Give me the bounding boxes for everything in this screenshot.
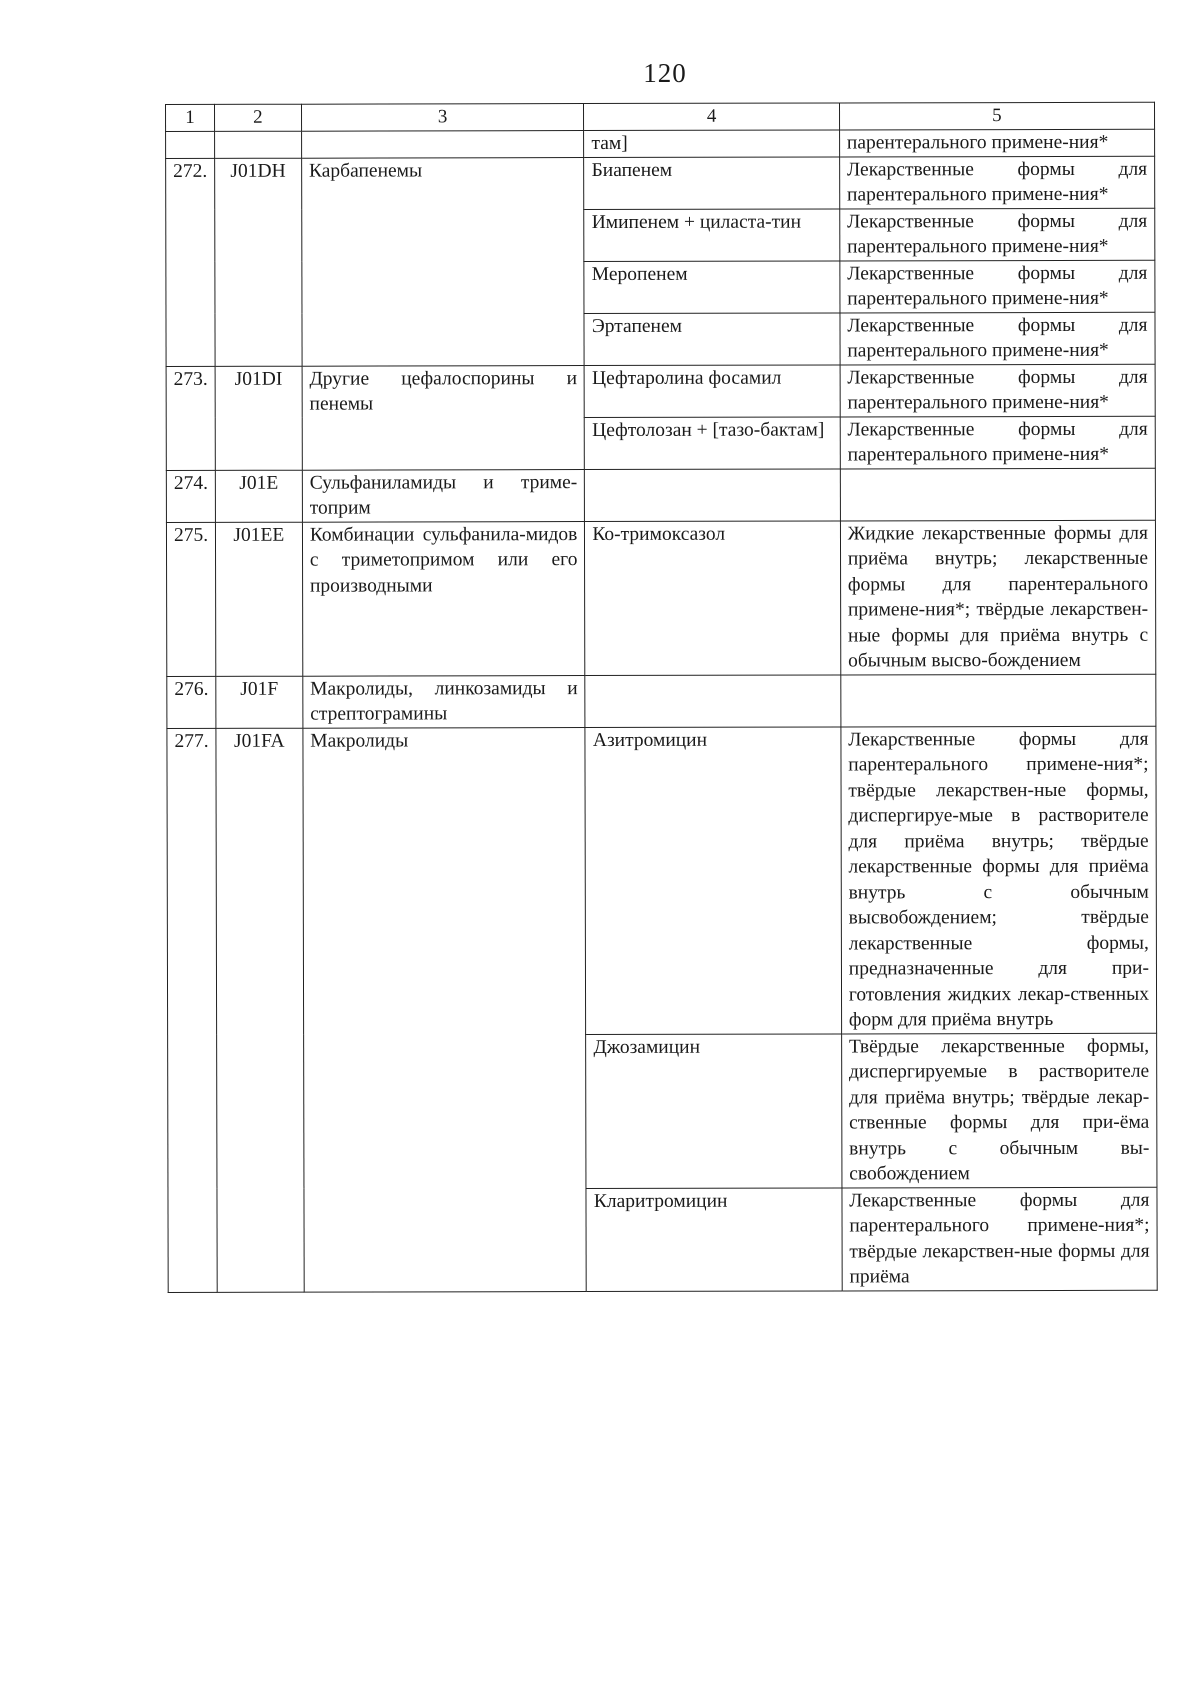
drug-name-cell: Цефтолозан + [тазо-бактам] [585, 416, 841, 469]
row-number-cell: 272. [166, 158, 215, 366]
atc-code-cell: J01E [215, 470, 302, 522]
code-cell [214, 131, 301, 158]
table-row [166, 364, 1155, 418]
anatomical-group-cell: Комбинации сульфанила-мидов с триметопримом или его производными [302, 521, 585, 676]
row-number-cell: 274. [166, 470, 215, 522]
anatomical-group-cell: Макролиды [303, 727, 587, 1292]
anatomical-group-cell: Карбапенемы [301, 157, 584, 366]
drug-cell: там] [584, 130, 839, 157]
column-header: 3 [301, 104, 584, 132]
column-header: 4 [584, 103, 839, 131]
row-number-cell: 273. [166, 366, 215, 470]
drug-name-cell: Эртапенем [584, 312, 840, 365]
drug-name-cell: Джозамицин [586, 1033, 842, 1188]
atc-code-cell: J01FA [216, 728, 304, 1292]
drug-name-cell: Кларитромицин [586, 1187, 842, 1291]
drug-name-cell: Меропенем [584, 260, 840, 313]
dosage-form-cell [841, 674, 1156, 727]
dosage-form-cell: Жидкие лекарственные формы для приёма внутрь; лекарственные формы для парентерального примене-ния*; твёрдые лекарствен-ные формы для приёма внутрь с обычным высво-бождением [840, 520, 1156, 675]
column-header: 2 [214, 104, 301, 131]
dosage-form-cell: Твёрдые лекарственные формы, диспергируемые в растворителе для приёма внутрь; твёрдые лекар-ственные формы для при-ёма внутрь с обычным вы-свобождением [841, 1033, 1157, 1188]
anatomical-group-cell: Другие цефалоспорины и пенемы [302, 365, 585, 470]
group-cell [301, 131, 584, 158]
column-header: 5 [839, 102, 1154, 130]
atc-code-cell: J01DH [215, 158, 302, 366]
table-row [167, 726, 1157, 1035]
dosage-form-cell: Лекарственные формы для парентерального примене-ния*; твёрдые лекарствен-ные формы для приёма [842, 1187, 1157, 1291]
dosage-form-cell: Лекарственные формы для парентерального примене-ния* [840, 208, 1155, 261]
num-cell [166, 131, 215, 158]
row-number-cell: 275. [166, 522, 215, 676]
continuation-row [166, 129, 1155, 158]
table-row [166, 520, 1155, 676]
table-row [166, 156, 1155, 210]
drug-name-cell [585, 468, 841, 521]
drug-name-cell [585, 674, 841, 727]
page-number: 120 [643, 58, 687, 88]
column-header: 1 [166, 104, 215, 131]
atc-code-cell: J01EE [215, 522, 302, 676]
drug-table [165, 102, 1158, 1293]
dosage-form-cell [840, 468, 1155, 521]
row-number-cell: 277. [167, 728, 217, 1292]
dosage-form-cell: Лекарственные формы для парентерального примене-ния*; твёрдые лекарствен-ные формы, диспергируе-мые в растворителе для приёма внутрь; твёрдые лекарственные формы для приёма внутрь с обычным высвобождением; твёрдые лекарственные формы, предназначенные для при-готовления жидких лекар-ственных форм для приёма внутрь [841, 726, 1157, 1034]
row-number-cell: 276. [167, 676, 216, 728]
table-row [166, 468, 1155, 522]
dosage-form-cell: Лекарственные формы для парентерального примене-ния* [840, 260, 1155, 313]
anatomical-group-cell: Сульфаниламиды и тримe-топрим [302, 469, 585, 522]
dosage-form-cell: парентерального примене-ния* [839, 129, 1154, 156]
document-sheet [165, 102, 1158, 1293]
table-row [167, 674, 1156, 728]
table-body [166, 102, 1158, 1292]
drug-name-cell: Цефтаролина фосамил [584, 364, 840, 417]
atc-code-cell: J01DI [215, 366, 302, 470]
header-row [166, 102, 1155, 131]
drug-name-cell: Азитромицин [585, 726, 841, 1034]
drug-name-cell: Биапенем [584, 156, 840, 209]
dosage-form-cell: Лекарственные формы для парентерального примене-ния* [840, 416, 1155, 469]
anatomical-group-cell: Макролиды, линкозамиды и стрептограмины [303, 675, 586, 728]
drug-name-cell: Имипенем + циласта-тин [584, 208, 840, 261]
atc-code-cell: J01F [216, 676, 303, 728]
dosage-form-cell: Лекарственные формы для парентерального примене-ния* [839, 156, 1154, 209]
drug-name-cell: Ко-тримоксазол [585, 520, 841, 675]
dosage-form-cell: Лекарственные формы для парентерального примене-ния* [840, 312, 1155, 365]
dosage-form-cell: Лекарственные формы для парентерального примене-ния* [840, 364, 1155, 417]
